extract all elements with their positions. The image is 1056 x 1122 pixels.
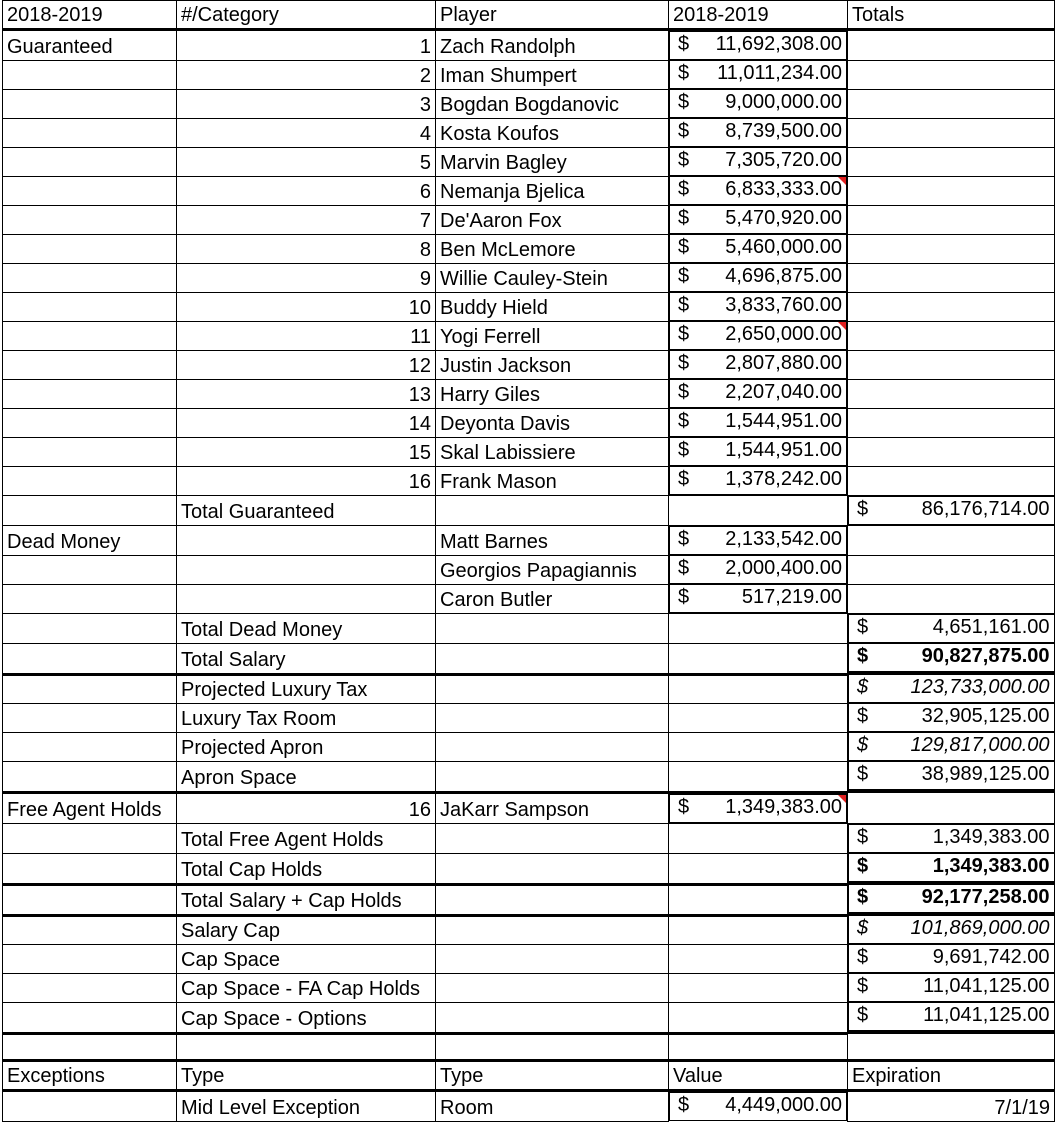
empty-cell[interactable] [3, 496, 177, 526]
summary-row [3, 674, 1055, 703]
player-row [3, 379, 1055, 408]
amount-value: 11,011,234.00 [717, 62, 842, 84]
empty-cell[interactable] [3, 379, 177, 408]
player-name-cell[interactable]: Deyonta Davis [436, 408, 669, 437]
player-salary-cell[interactable] [669, 292, 847, 321]
player-row [3, 205, 1055, 234]
empty-cell[interactable] [848, 118, 1055, 147]
player-name-cell[interactable]: Willie Cauley-Stein [436, 263, 669, 292]
dollar-sign: $ [857, 975, 869, 997]
player-salary-cell[interactable] [669, 263, 847, 292]
cap-fa-value[interactable] [848, 973, 1055, 1002]
amount-value: 6,833,333.00 [725, 178, 842, 200]
player-salary-cell[interactable] [669, 60, 847, 89]
header-totals-cell[interactable]: Totals [848, 1, 1055, 30]
empty-cell[interactable] [848, 234, 1055, 263]
empty-cell[interactable] [3, 614, 177, 644]
header-category-cell[interactable]: #/Category [177, 1, 436, 30]
player-name-cell[interactable]: Ben McLemore [436, 234, 669, 263]
player-name-cell[interactable]: Skal Labissiere [436, 437, 669, 466]
empty-cell[interactable] [3, 1091, 177, 1122]
cap-space-value[interactable] [848, 944, 1055, 973]
empty-cell[interactable] [436, 643, 669, 674]
empty-cell[interactable] [3, 555, 177, 584]
amount-value: 9,000,000.00 [725, 91, 842, 113]
empty-cell[interactable] [436, 915, 669, 944]
player-number-cell[interactable]: 13 [177, 379, 436, 408]
player-row [3, 234, 1055, 263]
empty-cell[interactable] [3, 1034, 177, 1061]
amount-value: 7,305,720.00 [725, 149, 842, 171]
empty-cell[interactable] [3, 643, 177, 674]
empty-cell[interactable] [848, 30, 1055, 61]
empty-cell[interactable] [848, 793, 1055, 824]
amount-value: 129,817,000.00 [910, 734, 1050, 756]
dollar-sign: $ [857, 886, 869, 908]
dollar-sign: $ [857, 763, 869, 785]
amount-value: 2,000,400.00 [725, 557, 842, 579]
player-row [3, 350, 1055, 379]
salary-cap-value[interactable] [848, 915, 1055, 944]
header-season-cell[interactable]: 2018-2019 [3, 1, 177, 30]
amount-value: 5,460,000.00 [725, 236, 842, 258]
amount-value: 4,651,161.00 [932, 616, 1050, 638]
exceptions-expiration-header[interactable]: Expiration [848, 1061, 1055, 1091]
empty-cell[interactable] [3, 674, 177, 703]
empty-cell[interactable] [436, 732, 669, 761]
player-salary-cell[interactable] [669, 379, 847, 408]
empty-cell[interactable] [848, 408, 1055, 437]
dollar-sign: $ [857, 855, 869, 877]
player-salary-cell[interactable] [669, 437, 847, 466]
player-number-cell[interactable]: 4 [177, 118, 436, 147]
dollar-sign: $ [678, 33, 690, 55]
empty-cell[interactable] [3, 973, 177, 1002]
player-number-cell[interactable]: 16 [177, 793, 436, 824]
player-salary-cell[interactable] [669, 555, 847, 584]
amount-value: 1,349,383.00 [932, 855, 1050, 877]
player-row [3, 60, 1055, 89]
empty-cell[interactable] [3, 321, 177, 350]
empty-cell[interactable] [3, 118, 177, 147]
lux-tax-label[interactable]: Projected Luxury Tax [177, 674, 436, 703]
player-number-cell[interactable]: 7 [177, 205, 436, 234]
total-salary-label[interactable]: Total Salary [177, 643, 436, 674]
category-label-free-agent[interactable]: Free Agent Holds [3, 793, 177, 824]
player-salary-cell[interactable] [669, 118, 847, 147]
exception-type-cell[interactable]: Mid Level Exception [177, 1091, 436, 1122]
total-guaranteed-value[interactable] [848, 496, 1055, 525]
player-name-cell[interactable]: Bogdan Bogdanovic [436, 89, 669, 118]
amount-value: 5,470,920.00 [725, 207, 842, 229]
empty-cell[interactable] [436, 614, 669, 644]
player-number-cell[interactable]: 16 [177, 466, 436, 496]
empty-cell[interactable] [177, 584, 436, 614]
player-salary-cell[interactable] [669, 234, 847, 263]
empty-cell[interactable] [669, 915, 848, 944]
player-number-cell[interactable]: 3 [177, 89, 436, 118]
amount-value: 123,733,000.00 [910, 676, 1050, 698]
player-salary-cell[interactable] [669, 584, 847, 613]
player-row [3, 147, 1055, 176]
dollar-sign: $ [857, 498, 869, 520]
empty-cell[interactable] [669, 824, 848, 854]
player-number-cell[interactable]: 8 [177, 234, 436, 263]
player-row [3, 292, 1055, 321]
empty-cell[interactable] [436, 1034, 669, 1061]
player-name-cell[interactable]: Caron Butler [436, 584, 669, 614]
player-number-cell[interactable]: 9 [177, 263, 436, 292]
amount-value: 2,207,040.00 [725, 381, 842, 403]
dollar-sign: $ [678, 323, 690, 345]
player-row [3, 466, 1055, 496]
summary-row [3, 732, 1055, 761]
apron-label[interactable]: Projected Apron [177, 732, 436, 761]
player-name-cell[interactable]: Harry Giles [436, 379, 669, 408]
apron-value[interactable] [848, 732, 1055, 761]
amount-value: 8,739,500.00 [725, 120, 842, 142]
empty-cell[interactable] [848, 1034, 1055, 1061]
dollar-sign: $ [857, 734, 869, 756]
empty-cell[interactable] [436, 884, 669, 915]
empty-cell[interactable] [3, 732, 177, 761]
empty-cell[interactable] [848, 147, 1055, 176]
player-salary-cell[interactable] [669, 466, 847, 495]
dollar-sign: $ [678, 586, 690, 608]
empty-cell[interactable] [848, 321, 1055, 350]
player-name-cell[interactable]: Kosta Koufos [436, 118, 669, 147]
player-salary-cell[interactable] [669, 31, 847, 60]
empty-cell[interactable] [848, 555, 1055, 584]
cap-opt-label[interactable]: Cap Space - Options [177, 1002, 436, 1034]
amount-value: 11,692,308.00 [715, 33, 842, 55]
summary-row [3, 761, 1055, 793]
empty-cell[interactable] [848, 350, 1055, 379]
amount-value: 2,807,880.00 [725, 352, 842, 374]
exceptions-header[interactable]: Exceptions [3, 1061, 177, 1091]
player-row [3, 176, 1055, 205]
dollar-sign: $ [678, 381, 690, 403]
empty-cell[interactable] [669, 944, 848, 973]
dollar-sign: $ [678, 410, 690, 432]
dollar-sign: $ [857, 645, 869, 667]
empty-cell[interactable] [669, 703, 848, 732]
empty-cell[interactable] [3, 761, 177, 793]
player-salary-cell[interactable] [669, 321, 847, 350]
empty-cell[interactable] [3, 147, 177, 176]
amount-value: 38,989,125.00 [921, 763, 1050, 785]
dollar-sign: $ [678, 294, 690, 316]
dollar-sign: $ [678, 468, 690, 490]
empty-cell[interactable] [669, 496, 848, 526]
empty-cell[interactable] [3, 884, 177, 915]
player-number-cell[interactable]: 11 [177, 321, 436, 350]
sal-plus-label[interactable]: Total Salary + Cap Holds [177, 884, 436, 915]
empty-cell[interactable] [669, 674, 848, 703]
player-name-cell[interactable]: Georgios Papagiannis [436, 555, 669, 584]
dollar-sign: $ [678, 236, 690, 258]
empty-cell[interactable] [3, 915, 177, 944]
empty-cell[interactable] [436, 824, 669, 854]
amount-value: 517,219.00 [741, 586, 842, 608]
amount-value: 1,349,383.00 [725, 796, 842, 818]
empty-cell[interactable] [3, 350, 177, 379]
dollar-sign: $ [857, 616, 869, 638]
empty-cell[interactable] [3, 89, 177, 118]
exceptions-type2-header[interactable]: Type [436, 1061, 669, 1091]
player-salary-cell[interactable] [669, 89, 847, 118]
amount-value: 2,133,542.00 [725, 528, 842, 550]
empty-cell[interactable] [436, 496, 669, 526]
amount-value: 1,378,242.00 [725, 468, 842, 490]
spacer-row [3, 1034, 1055, 1061]
empty-cell[interactable] [3, 944, 177, 973]
empty-cell[interactable] [3, 60, 177, 89]
player-name-cell[interactable]: Frank Mason [436, 466, 669, 496]
empty-cell[interactable] [436, 761, 669, 793]
player-number-cell[interactable]: 2 [177, 60, 436, 89]
empty-cell[interactable] [177, 555, 436, 584]
player-name-cell[interactable]: De'Aaron Fox [436, 205, 669, 234]
dollar-sign: $ [678, 1094, 690, 1116]
player-row [3, 263, 1055, 292]
dollar-sign: $ [678, 265, 690, 287]
exception-value-cell[interactable] [669, 1092, 847, 1121]
empty-cell[interactable] [669, 973, 848, 1002]
empty-cell[interactable] [669, 761, 848, 793]
empty-cell[interactable] [3, 703, 177, 732]
amount-value: 1,349,383.00 [932, 826, 1050, 848]
dollar-sign: $ [678, 178, 690, 200]
empty-cell[interactable] [848, 526, 1055, 556]
empty-cell[interactable] [3, 408, 177, 437]
cap-row [3, 1002, 1055, 1034]
empty-cell[interactable] [848, 466, 1055, 496]
dead-money-row [3, 526, 1055, 556]
salary-cap-table [2, 0, 1055, 1122]
player-name-cell[interactable]: Buddy Hield [436, 292, 669, 321]
empty-cell[interactable] [3, 466, 177, 496]
dollar-sign: $ [678, 439, 690, 461]
player-row [3, 321, 1055, 350]
amount-value: 3,833,760.00 [725, 294, 842, 316]
player-row [3, 118, 1055, 147]
empty-cell[interactable] [436, 703, 669, 732]
player-number-cell[interactable]: 5 [177, 147, 436, 176]
total-fa-holds-value[interactable] [848, 824, 1055, 853]
empty-cell[interactable] [3, 292, 177, 321]
dollar-sign: $ [678, 62, 690, 84]
amount-value: 11,041,125.00 [923, 1004, 1050, 1026]
empty-cell[interactable] [848, 437, 1055, 466]
player-name-cell[interactable]: Marvin Bagley [436, 147, 669, 176]
empty-cell[interactable] [848, 205, 1055, 234]
total-row [3, 853, 1055, 884]
summary-row [3, 703, 1055, 732]
dollar-sign: $ [678, 528, 690, 550]
player-name-cell[interactable]: Justin Jackson [436, 350, 669, 379]
dollar-sign: $ [857, 705, 869, 727]
empty-cell[interactable] [669, 732, 848, 761]
exceptions-type-header[interactable]: Type [177, 1061, 436, 1091]
dollar-sign: $ [857, 917, 869, 939]
exceptions-header-row [3, 1061, 1055, 1091]
dollar-sign: $ [857, 946, 869, 968]
category-label-guaranteed[interactable]: Guaranteed [3, 30, 177, 61]
empty-cell[interactable] [3, 234, 177, 263]
amount-value: 1,544,951.00 [725, 410, 842, 432]
cap-space-label[interactable]: Cap Space [177, 944, 436, 973]
empty-cell[interactable] [848, 89, 1055, 118]
empty-cell[interactable] [436, 674, 669, 703]
player-salary-cell[interactable] [669, 176, 847, 205]
dollar-sign: $ [857, 1004, 869, 1026]
amount-value: 2,650,000.00 [725, 323, 842, 345]
player-number-cell[interactable]: 6 [177, 176, 436, 205]
lux-room-value[interactable] [848, 703, 1055, 732]
cap-fa-label[interactable]: Cap Space - FA Cap Holds [177, 973, 436, 1002]
player-number-cell[interactable]: 12 [177, 350, 436, 379]
dollar-sign: $ [678, 120, 690, 142]
player-number-cell[interactable]: 14 [177, 408, 436, 437]
cap-row [3, 973, 1055, 1002]
empty-cell[interactable] [177, 1034, 436, 1061]
header-salary-cell[interactable]: 2018-2019 [669, 1, 848, 30]
cap-row [3, 884, 1055, 915]
empty-cell[interactable] [436, 1002, 669, 1034]
dollar-sign: $ [857, 826, 869, 848]
dead-money-row [3, 584, 1055, 614]
empty-cell[interactable] [3, 176, 177, 205]
amount-value: 9,691,742.00 [932, 946, 1050, 968]
player-name-cell[interactable]: Yogi Ferrell [436, 321, 669, 350]
exception-row [3, 1091, 1055, 1122]
empty-cell[interactable] [848, 263, 1055, 292]
apron-space-label[interactable]: Apron Space [177, 761, 436, 793]
amount-value: 1,544,951.00 [725, 439, 842, 461]
player-salary-cell[interactable] [669, 794, 847, 823]
empty-cell[interactable] [3, 205, 177, 234]
player-number-cell[interactable]: 10 [177, 292, 436, 321]
amount-value: 11,041,125.00 [923, 975, 1050, 997]
summary-row [3, 643, 1055, 674]
header-row [3, 1, 1055, 30]
dollar-sign: $ [678, 352, 690, 374]
player-row [3, 437, 1055, 466]
amount-value: 92,177,258.00 [921, 886, 1050, 908]
cap-row [3, 944, 1055, 973]
player-name-cell[interactable]: Nemanja Bjelica [436, 176, 669, 205]
player-row [3, 30, 1055, 61]
empty-cell[interactable] [3, 824, 177, 854]
header-player-cell[interactable]: Player [436, 1, 669, 30]
total-dead-money-value[interactable] [848, 614, 1055, 643]
lux-tax-value[interactable] [848, 674, 1055, 703]
exception-expiration-cell[interactable]: 7/1/19 [848, 1091, 1055, 1122]
empty-cell[interactable] [3, 584, 177, 614]
player-salary-cell[interactable] [669, 408, 847, 437]
empty-cell[interactable] [669, 614, 848, 644]
player-name-cell[interactable]: JaKarr Sampson [436, 793, 669, 824]
player-salary-cell[interactable] [669, 526, 847, 555]
empty-cell[interactable] [848, 176, 1055, 205]
amount-value: 90,827,875.00 [921, 645, 1050, 667]
player-salary-cell[interactable] [669, 350, 847, 379]
cap-opt-value[interactable] [848, 1002, 1055, 1033]
empty-cell[interactable] [669, 643, 848, 674]
exceptions-value-header[interactable]: Value [669, 1061, 848, 1091]
amount-value: 4,696,875.00 [725, 265, 842, 287]
player-number-cell[interactable]: 1 [177, 30, 436, 61]
empty-cell[interactable] [3, 437, 177, 466]
dollar-sign: $ [678, 796, 690, 818]
player-row [3, 408, 1055, 437]
amount-value: 86,176,714.00 [921, 498, 1050, 520]
player-name-cell[interactable]: Zach Randolph [436, 30, 669, 61]
dollar-sign: $ [678, 557, 690, 579]
empty-cell[interactable] [669, 884, 848, 915]
free-agent-row [3, 793, 1055, 824]
amount-value: 101,869,000.00 [910, 917, 1050, 939]
dollar-sign: $ [678, 149, 690, 171]
salary-cap-label[interactable]: Salary Cap [177, 915, 436, 944]
cap-row [3, 915, 1055, 944]
player-salary-cell[interactable] [669, 147, 847, 176]
player-salary-cell[interactable] [669, 205, 847, 234]
empty-cell[interactable] [3, 853, 177, 884]
dollar-sign: $ [678, 207, 690, 229]
empty-cell[interactable] [669, 853, 848, 884]
empty-cell[interactable] [848, 292, 1055, 321]
empty-cell[interactable] [848, 60, 1055, 89]
exception-type2-cell[interactable]: Room [436, 1091, 669, 1122]
empty-cell[interactable] [3, 263, 177, 292]
empty-cell[interactable] [669, 1002, 848, 1034]
player-number-cell[interactable]: 15 [177, 437, 436, 466]
empty-cell[interactable] [436, 973, 669, 1002]
lux-room-label[interactable]: Luxury Tax Room [177, 703, 436, 732]
dollar-sign: $ [857, 676, 869, 698]
empty-cell[interactable] [669, 1034, 848, 1061]
player-name-cell[interactable]: Iman Shumpert [436, 60, 669, 89]
player-row [3, 89, 1055, 118]
total-cap-holds-value[interactable] [848, 853, 1055, 884]
empty-cell[interactable] [848, 584, 1055, 614]
total-row [3, 496, 1055, 526]
total-row [3, 824, 1055, 854]
apron-space-value[interactable] [848, 761, 1055, 792]
empty-cell[interactable] [848, 379, 1055, 408]
sal-plus-value[interactable] [848, 884, 1055, 915]
empty-cell[interactable] [436, 944, 669, 973]
total-salary-value[interactable] [848, 643, 1055, 674]
total-dead-money-label[interactable]: Total Dead Money [177, 614, 436, 644]
total-row [3, 614, 1055, 644]
total-guaranteed-label[interactable]: Total Guaranteed [177, 496, 436, 526]
player-name-cell[interactable]: Matt Barnes [436, 526, 669, 556]
total-fa-holds-label[interactable]: Total Free Agent Holds [177, 824, 436, 854]
empty-cell[interactable] [177, 526, 436, 556]
empty-cell[interactable] [436, 853, 669, 884]
amount-value: 4,449,000.00 [725, 1094, 842, 1116]
category-label-dead-money[interactable]: Dead Money [3, 526, 177, 556]
total-cap-holds-label[interactable]: Total Cap Holds [177, 853, 436, 884]
dead-money-row [3, 555, 1055, 584]
dollar-sign: $ [678, 91, 690, 113]
empty-cell[interactable] [3, 1002, 177, 1034]
amount-value: 32,905,125.00 [921, 705, 1050, 727]
